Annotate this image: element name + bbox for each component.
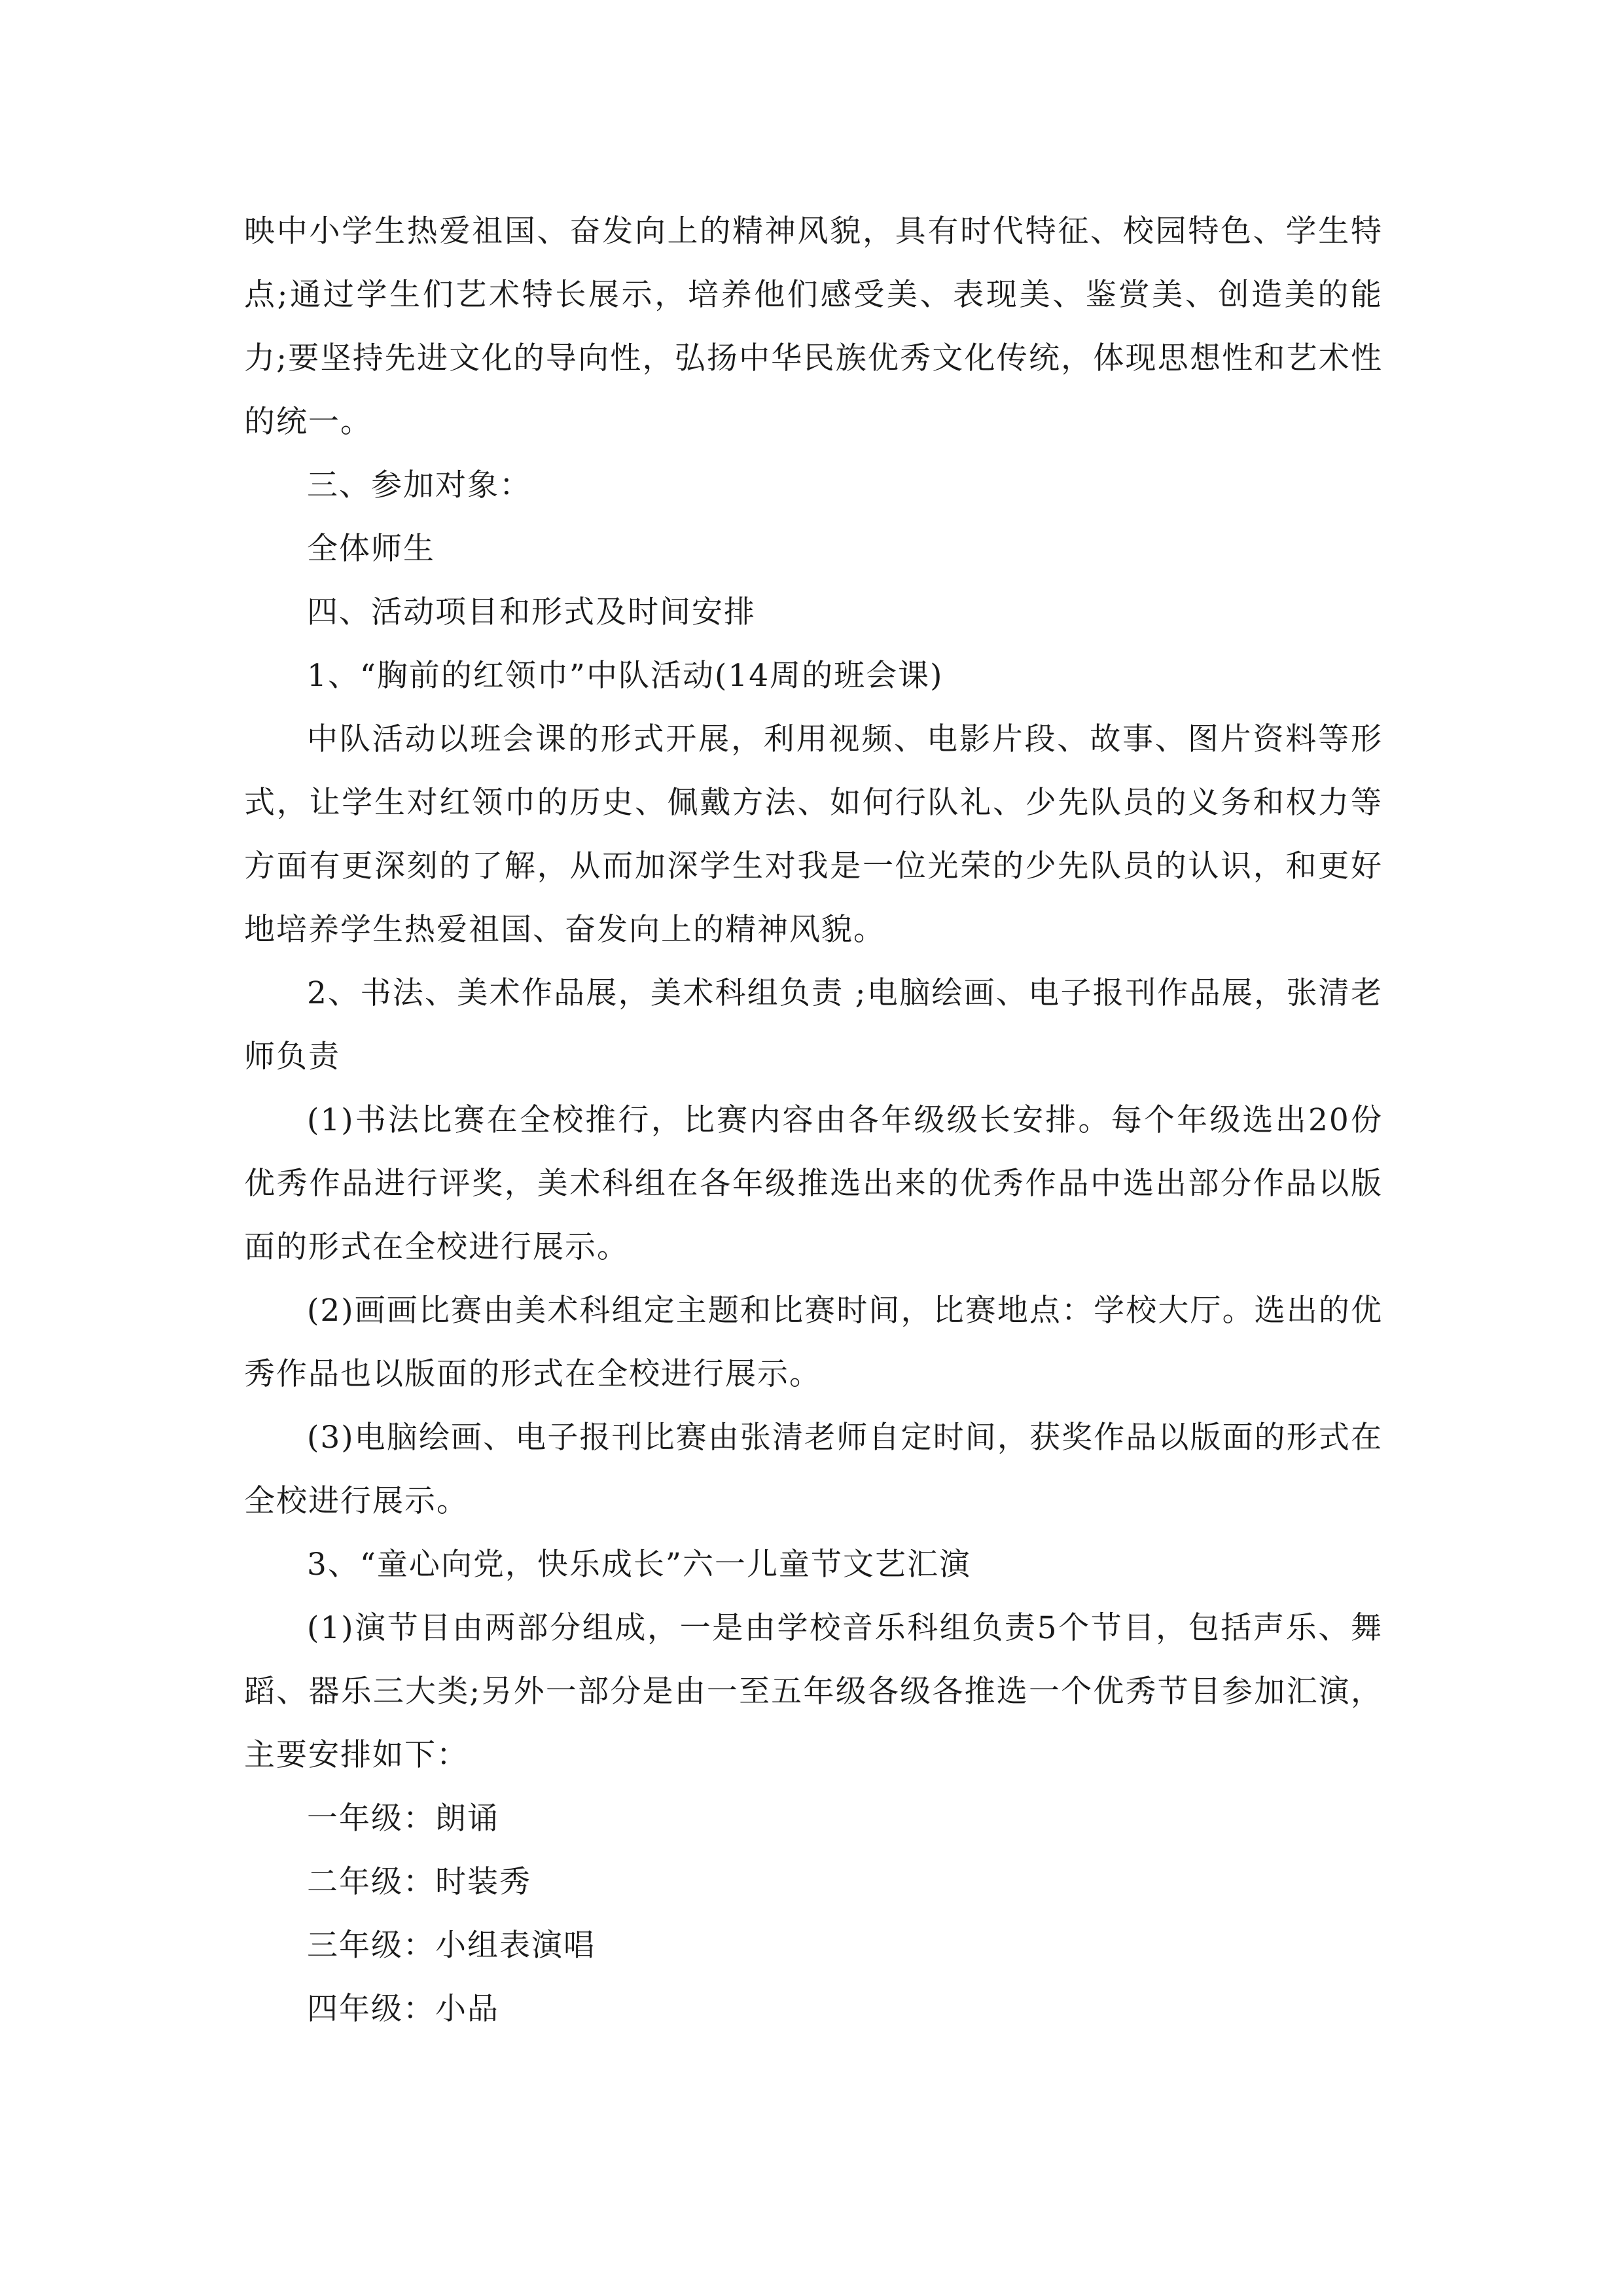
document-body [244, 200, 1383, 2041]
paragraph-participants: 全体师生 [307, 531, 435, 567]
item-2-sub-3: (3)电脑绘画、电子报刊比赛由张清老师自定时间，获奖作品以版面的形式在全校进行展示。 [244, 1420, 1383, 1519]
paragraph-purpose-continued: 映中小学生热爱祖国、奋发向上的精神风貌，具有时代特征、校园特色、学生特点;通过学生们艺术特长展示，培养他们感受美、表现美、鉴赏美、创造美的能力;要坚持先进文化的导向性，弘扬中华民族优秀文化传统，体现思想性和艺术性的统一。 [244, 213, 1383, 440]
item-1-title: 1、“胸前的红领巾”中队活动(14周的班会课) [307, 658, 944, 694]
grade-3-program: 三年级：小组表演唱 [307, 1928, 596, 1964]
grade-1-program: 一年级：朗诵 [307, 1801, 499, 1837]
item-2-sub-2: (2)画画比赛由美术科组定主题和比赛时间，比赛地点：学校大厅。选出的优秀作品也以版面的形式在全校进行展示。 [244, 1293, 1383, 1392]
item-3-title: 3、“童心向党，快乐成长”六一儿童节文艺汇演 [307, 1547, 971, 1583]
grade-2-program: 二年级：时装秀 [307, 1864, 531, 1900]
grade-4-program: 四年级：小品 [307, 1991, 499, 2027]
item-2-title: 2、书法、美术作品展，美术科组负责 ;电脑绘画、电子报刊作品展，张清老师负责 [244, 975, 1383, 1075]
heading-participants: 三、参加对象： [307, 467, 531, 503]
heading-activities: 四、活动项目和形式及时间安排 [307, 594, 756, 630]
item-3-sub-1: (1)演节目由两部分组成，一是由学校音乐科组负责5个节目，包括声乐、舞蹈、器乐三大类;另外一部分是由一至五年级各级各推选一个优秀节目参加汇演，主要安排如下： [244, 1610, 1383, 1773]
item-2-sub-1: (1)书法比赛在全校推行，比赛内容由各年级级长安排。每个年级选出20份优秀作品进行评奖，美术科组在各年级推选出来的优秀作品中选出部分作品以版面的形式在全校进行展示。 [244, 1102, 1383, 1265]
item-1-description: 中队活动以班会课的形式开展，利用视频、电影片段、故事、图片资料等形式，让学生对红领巾的历史、佩戴方法、如何行队礼、少先队员的义务和权力等方面有更深刻的了解，从而加深学生对我是一位光荣的少先队员的认识，和更好地培养学生热爱祖国、奋发向上的精神风貌。 [244, 721, 1383, 948]
